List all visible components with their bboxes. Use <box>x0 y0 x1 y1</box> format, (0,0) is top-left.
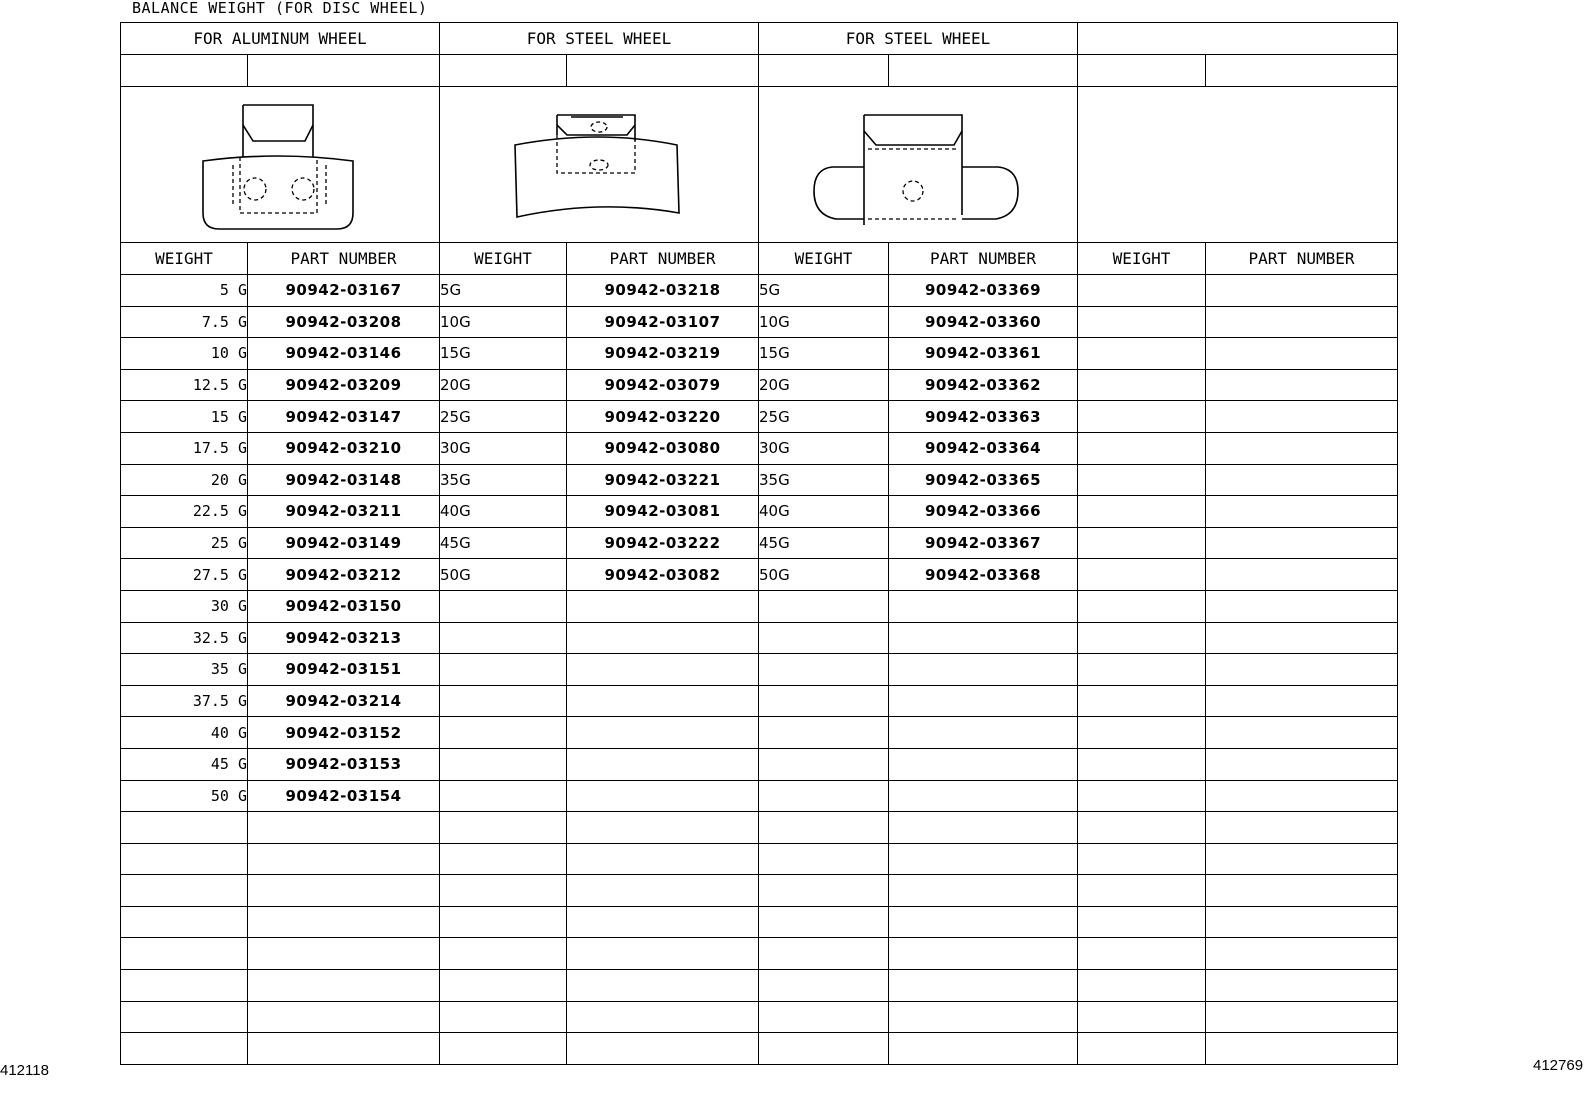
part-number-cell: 90942-03147 <box>248 401 440 433</box>
part-number-cell: 90942-03210 <box>248 432 440 464</box>
part-number-cell: 90942-03208 <box>248 306 440 338</box>
weight-cell <box>121 875 248 907</box>
aluminum-clip-weight-illustration <box>195 95 365 235</box>
table-row <box>121 780 1398 812</box>
part-number-cell <box>889 970 1078 1002</box>
weight-cell <box>121 938 248 970</box>
part-number-cell: 90942-03167 <box>248 275 440 307</box>
weight-cell: 45G <box>759 527 889 559</box>
sub-cell <box>567 55 759 87</box>
table-row <box>121 432 1398 464</box>
part-number-cell <box>567 654 759 686</box>
table-row <box>121 1033 1398 1065</box>
part-number-cell <box>567 970 759 1002</box>
weight-cell <box>440 780 567 812</box>
part-number-cell <box>889 780 1078 812</box>
weight-cell <box>440 622 567 654</box>
weight-cell: 27.5 G <box>121 559 248 591</box>
part-number-cell <box>1206 938 1398 970</box>
part-number-cell <box>248 1033 440 1065</box>
weight-cell <box>440 970 567 1002</box>
part-number-cell <box>567 590 759 622</box>
table-row <box>121 843 1398 875</box>
weight-cell <box>1078 717 1206 749</box>
weight-cell <box>440 812 567 844</box>
part-number-cell <box>248 906 440 938</box>
weight-cell <box>1078 527 1206 559</box>
weight-cell <box>440 938 567 970</box>
table-row <box>121 464 1398 496</box>
table-row <box>121 275 1398 307</box>
part-number-cell <box>567 938 759 970</box>
part-number-cell <box>567 875 759 907</box>
weight-cell <box>759 654 889 686</box>
weight-cell <box>440 843 567 875</box>
weight-cell: 12.5 G <box>121 369 248 401</box>
weight-cell <box>121 812 248 844</box>
sub-cell <box>121 55 248 87</box>
weight-cell <box>759 1033 889 1065</box>
steel-weight-illustration-cell-1 <box>440 87 759 243</box>
weight-cell: 50 G <box>121 780 248 812</box>
weight-cell <box>440 875 567 907</box>
weight-cell <box>1078 938 1206 970</box>
weight-cell <box>759 875 889 907</box>
weight-cell <box>759 717 889 749</box>
part-number-cell <box>248 938 440 970</box>
sub-cell <box>1206 55 1398 87</box>
part-number-cell: 90942-03222 <box>567 527 759 559</box>
group-heading-empty <box>1078 23 1398 55</box>
part-number-cell: 90942-03363 <box>889 401 1078 433</box>
weight-cell: 50G <box>440 559 567 591</box>
part-number-cell <box>889 1033 1078 1065</box>
weight-cell: 15 G <box>121 401 248 433</box>
part-number-cell <box>1206 812 1398 844</box>
part-number-cell: 90942-03152 <box>248 717 440 749</box>
part-number-cell <box>1206 970 1398 1002</box>
weight-cell <box>121 843 248 875</box>
part-number-cell: 90942-03361 <box>889 338 1078 370</box>
part-number-cell: 90942-03153 <box>248 748 440 780</box>
weight-cell <box>121 906 248 938</box>
weight-cell: 20G <box>440 369 567 401</box>
weight-cell <box>1078 654 1206 686</box>
part-number-cell <box>1206 1033 1398 1065</box>
part-number-cell <box>567 685 759 717</box>
part-number-cell: 90942-03366 <box>889 496 1078 528</box>
aluminum-weight-illustration-cell <box>121 87 440 243</box>
sub-cell <box>248 55 440 87</box>
balance-weight-table <box>120 22 1398 1065</box>
weight-cell: 10 G <box>121 338 248 370</box>
part-number-cell <box>1206 622 1398 654</box>
weight-cell <box>1078 559 1206 591</box>
weight-cell: 32.5 G <box>121 622 248 654</box>
part-number-cell: 90942-03146 <box>248 338 440 370</box>
part-number-cell: 90942-03154 <box>248 780 440 812</box>
weight-cell: 37.5 G <box>121 685 248 717</box>
part-number-cell: 90942-03364 <box>889 432 1078 464</box>
weight-cell <box>440 654 567 686</box>
weight-cell <box>440 1001 567 1033</box>
part-number-cell <box>248 875 440 907</box>
weight-cell <box>1078 432 1206 464</box>
part-number-cell <box>889 590 1078 622</box>
weight-cell <box>759 843 889 875</box>
steel-wide-clip-weight-illustration <box>808 95 1028 235</box>
empty-illustration-cell <box>1078 87 1398 243</box>
weight-cell <box>121 1001 248 1033</box>
weight-cell: 7.5 G <box>121 306 248 338</box>
weight-cell <box>1078 369 1206 401</box>
weight-cell <box>759 622 889 654</box>
table-row <box>121 875 1398 907</box>
part-number-cell <box>1206 717 1398 749</box>
table-row <box>121 970 1398 1002</box>
weight-cell: 20 G <box>121 464 248 496</box>
part-number-cell <box>567 748 759 780</box>
weight-cell <box>759 590 889 622</box>
table-row <box>121 748 1398 780</box>
part-number-cell <box>889 812 1078 844</box>
weight-cell: 22.5 G <box>121 496 248 528</box>
part-number-cell: 90942-03221 <box>567 464 759 496</box>
weight-cell <box>1078 906 1206 938</box>
part-number-cell <box>1206 496 1398 528</box>
weight-header: WEIGHT <box>121 243 248 275</box>
part-number-cell <box>1206 875 1398 907</box>
weight-cell <box>759 812 889 844</box>
weight-cell: 25 G <box>121 527 248 559</box>
weight-cell <box>1078 464 1206 496</box>
part-number-cell <box>567 780 759 812</box>
table-row <box>121 306 1398 338</box>
weight-cell: 40G <box>759 496 889 528</box>
part-number-cell <box>1206 275 1398 307</box>
part-number-cell: 90942-03150 <box>248 590 440 622</box>
part-number-cell: 90942-03368 <box>889 559 1078 591</box>
part-number-cell <box>1206 401 1398 433</box>
weight-cell: 35G <box>440 464 567 496</box>
table-row <box>121 812 1398 844</box>
weight-cell: 17.5 G <box>121 432 248 464</box>
steel-weight-illustration-cell-2 <box>759 87 1078 243</box>
part-number-cell <box>889 717 1078 749</box>
weight-cell <box>1078 1033 1206 1065</box>
part-number-cell: 90942-03369 <box>889 275 1078 307</box>
weight-cell <box>1078 970 1206 1002</box>
table-row <box>121 590 1398 622</box>
weight-cell <box>1078 275 1206 307</box>
weight-cell <box>1078 401 1206 433</box>
weight-cell <box>759 1001 889 1033</box>
part-number-cell <box>248 843 440 875</box>
weight-cell: 35G <box>759 464 889 496</box>
weight-cell <box>1078 875 1206 907</box>
weight-cell: 5G <box>759 275 889 307</box>
weight-cell <box>440 748 567 780</box>
weight-cell <box>440 685 567 717</box>
part-number-cell <box>567 812 759 844</box>
part-number-cell <box>1206 906 1398 938</box>
part-number-cell <box>567 906 759 938</box>
part-number-cell: 90942-03151 <box>248 654 440 686</box>
part-number-cell <box>889 622 1078 654</box>
part-number-cell: 90942-03211 <box>248 496 440 528</box>
weight-cell <box>1078 590 1206 622</box>
table-row <box>121 496 1398 528</box>
weight-cell <box>1078 843 1206 875</box>
weight-cell: 35 G <box>121 654 248 686</box>
weight-cell <box>121 970 248 1002</box>
part-number-cell <box>248 812 440 844</box>
sub-cell <box>889 55 1078 87</box>
part-number-cell <box>889 1001 1078 1033</box>
weight-cell <box>1078 1001 1206 1033</box>
table-row <box>121 717 1398 749</box>
part-number-cell <box>1206 338 1398 370</box>
part-number-cell <box>567 1033 759 1065</box>
part-number-cell <box>889 654 1078 686</box>
part-number-header: PART NUMBER <box>248 243 440 275</box>
part-number-cell <box>889 843 1078 875</box>
part-number-cell <box>1206 843 1398 875</box>
part-number-cell <box>248 970 440 1002</box>
group-heading-steel-2: FOR STEEL WHEEL <box>759 23 1078 55</box>
part-number-cell: 90942-03218 <box>567 275 759 307</box>
part-number-cell: 90942-03209 <box>248 369 440 401</box>
part-number-cell <box>889 875 1078 907</box>
table-row <box>121 1001 1398 1033</box>
part-number-cell <box>1206 590 1398 622</box>
table-row <box>121 338 1398 370</box>
weight-cell <box>121 1033 248 1065</box>
weight-cell: 15G <box>440 338 567 370</box>
weight-cell <box>440 717 567 749</box>
weight-cell <box>1078 748 1206 780</box>
part-number-cell <box>1206 780 1398 812</box>
part-number-cell <box>1206 748 1398 780</box>
page-title: BALANCE WEIGHT (FOR DISC WHEEL) <box>132 0 428 17</box>
figure-code-left: 412118 <box>0 1062 49 1079</box>
weight-cell: 25G <box>759 401 889 433</box>
group-heading-aluminum: FOR ALUMINUM WHEEL <box>121 23 440 55</box>
part-number-cell: 90942-03107 <box>567 306 759 338</box>
part-number-header: PART NUMBER <box>1206 243 1398 275</box>
weight-cell <box>1078 780 1206 812</box>
part-number-cell <box>567 717 759 749</box>
sub-cell <box>440 55 567 87</box>
part-number-cell <box>1206 654 1398 686</box>
part-number-cell: 90942-03082 <box>567 559 759 591</box>
weight-cell <box>759 970 889 1002</box>
table-row <box>121 938 1398 970</box>
weight-cell: 45G <box>440 527 567 559</box>
weight-cell <box>1078 338 1206 370</box>
weight-cell <box>440 1033 567 1065</box>
weight-cell: 30G <box>759 432 889 464</box>
weight-cell <box>1078 622 1206 654</box>
table-row <box>121 622 1398 654</box>
weight-cell: 30 G <box>121 590 248 622</box>
part-number-cell: 90942-03080 <box>567 432 759 464</box>
weight-cell <box>759 906 889 938</box>
part-number-cell <box>889 685 1078 717</box>
weight-cell <box>1078 685 1206 717</box>
weight-cell: 20G <box>759 369 889 401</box>
part-number-cell: 90942-03220 <box>567 401 759 433</box>
weight-cell <box>759 938 889 970</box>
weight-cell: 30G <box>440 432 567 464</box>
table-row <box>121 654 1398 686</box>
part-number-header: PART NUMBER <box>567 243 759 275</box>
part-number-cell <box>567 622 759 654</box>
part-number-cell: 90942-03079 <box>567 369 759 401</box>
part-number-cell: 90942-03362 <box>889 369 1078 401</box>
part-number-cell <box>1206 559 1398 591</box>
table-row <box>121 369 1398 401</box>
weight-cell: 40 G <box>121 717 248 749</box>
figure-code-right: 412769 <box>1533 1057 1584 1074</box>
weight-cell: 10G <box>440 306 567 338</box>
weight-cell <box>1078 496 1206 528</box>
steel-clip-weight-illustration <box>509 95 689 235</box>
part-number-cell: 90942-03149 <box>248 527 440 559</box>
weight-cell <box>759 685 889 717</box>
part-number-header: PART NUMBER <box>889 243 1078 275</box>
weight-cell <box>440 906 567 938</box>
table-row <box>121 527 1398 559</box>
group-heading-steel-1: FOR STEEL WHEEL <box>440 23 759 55</box>
weight-cell: 40G <box>440 496 567 528</box>
sub-cell <box>1078 55 1206 87</box>
part-number-cell: 90942-03219 <box>567 338 759 370</box>
part-number-cell: 90942-03367 <box>889 527 1078 559</box>
part-number-cell <box>1206 432 1398 464</box>
weight-cell: 50G <box>759 559 889 591</box>
part-number-cell <box>889 906 1078 938</box>
table-row <box>121 401 1398 433</box>
weight-cell <box>1078 812 1206 844</box>
part-number-cell <box>1206 685 1398 717</box>
weight-cell <box>759 780 889 812</box>
weight-cell: 25G <box>440 401 567 433</box>
table-row <box>121 906 1398 938</box>
part-number-cell: 90942-03212 <box>248 559 440 591</box>
weight-cell: 15G <box>759 338 889 370</box>
weight-cell: 5 G <box>121 275 248 307</box>
part-number-cell <box>1206 1001 1398 1033</box>
part-number-cell <box>567 843 759 875</box>
part-number-cell <box>248 1001 440 1033</box>
weight-cell <box>759 748 889 780</box>
weight-cell: 10G <box>759 306 889 338</box>
part-number-cell <box>567 1001 759 1033</box>
table-row <box>121 685 1398 717</box>
weight-cell <box>440 590 567 622</box>
table-row <box>121 559 1398 591</box>
part-number-cell: 90942-03365 <box>889 464 1078 496</box>
weight-header: WEIGHT <box>440 243 567 275</box>
part-number-cell: 90942-03148 <box>248 464 440 496</box>
weight-header: WEIGHT <box>759 243 889 275</box>
part-number-cell: 90942-03214 <box>248 685 440 717</box>
part-number-cell: 90942-03081 <box>567 496 759 528</box>
weight-cell <box>1078 306 1206 338</box>
weight-cell: 5G <box>440 275 567 307</box>
weight-cell: 45 G <box>121 748 248 780</box>
part-number-cell <box>889 938 1078 970</box>
sub-cell <box>759 55 889 87</box>
part-number-cell <box>1206 369 1398 401</box>
weight-header: WEIGHT <box>1078 243 1206 275</box>
part-number-cell: 90942-03213 <box>248 622 440 654</box>
part-number-cell <box>1206 527 1398 559</box>
part-number-cell <box>889 748 1078 780</box>
part-number-cell <box>1206 464 1398 496</box>
part-number-cell: 90942-03360 <box>889 306 1078 338</box>
part-number-cell <box>1206 306 1398 338</box>
